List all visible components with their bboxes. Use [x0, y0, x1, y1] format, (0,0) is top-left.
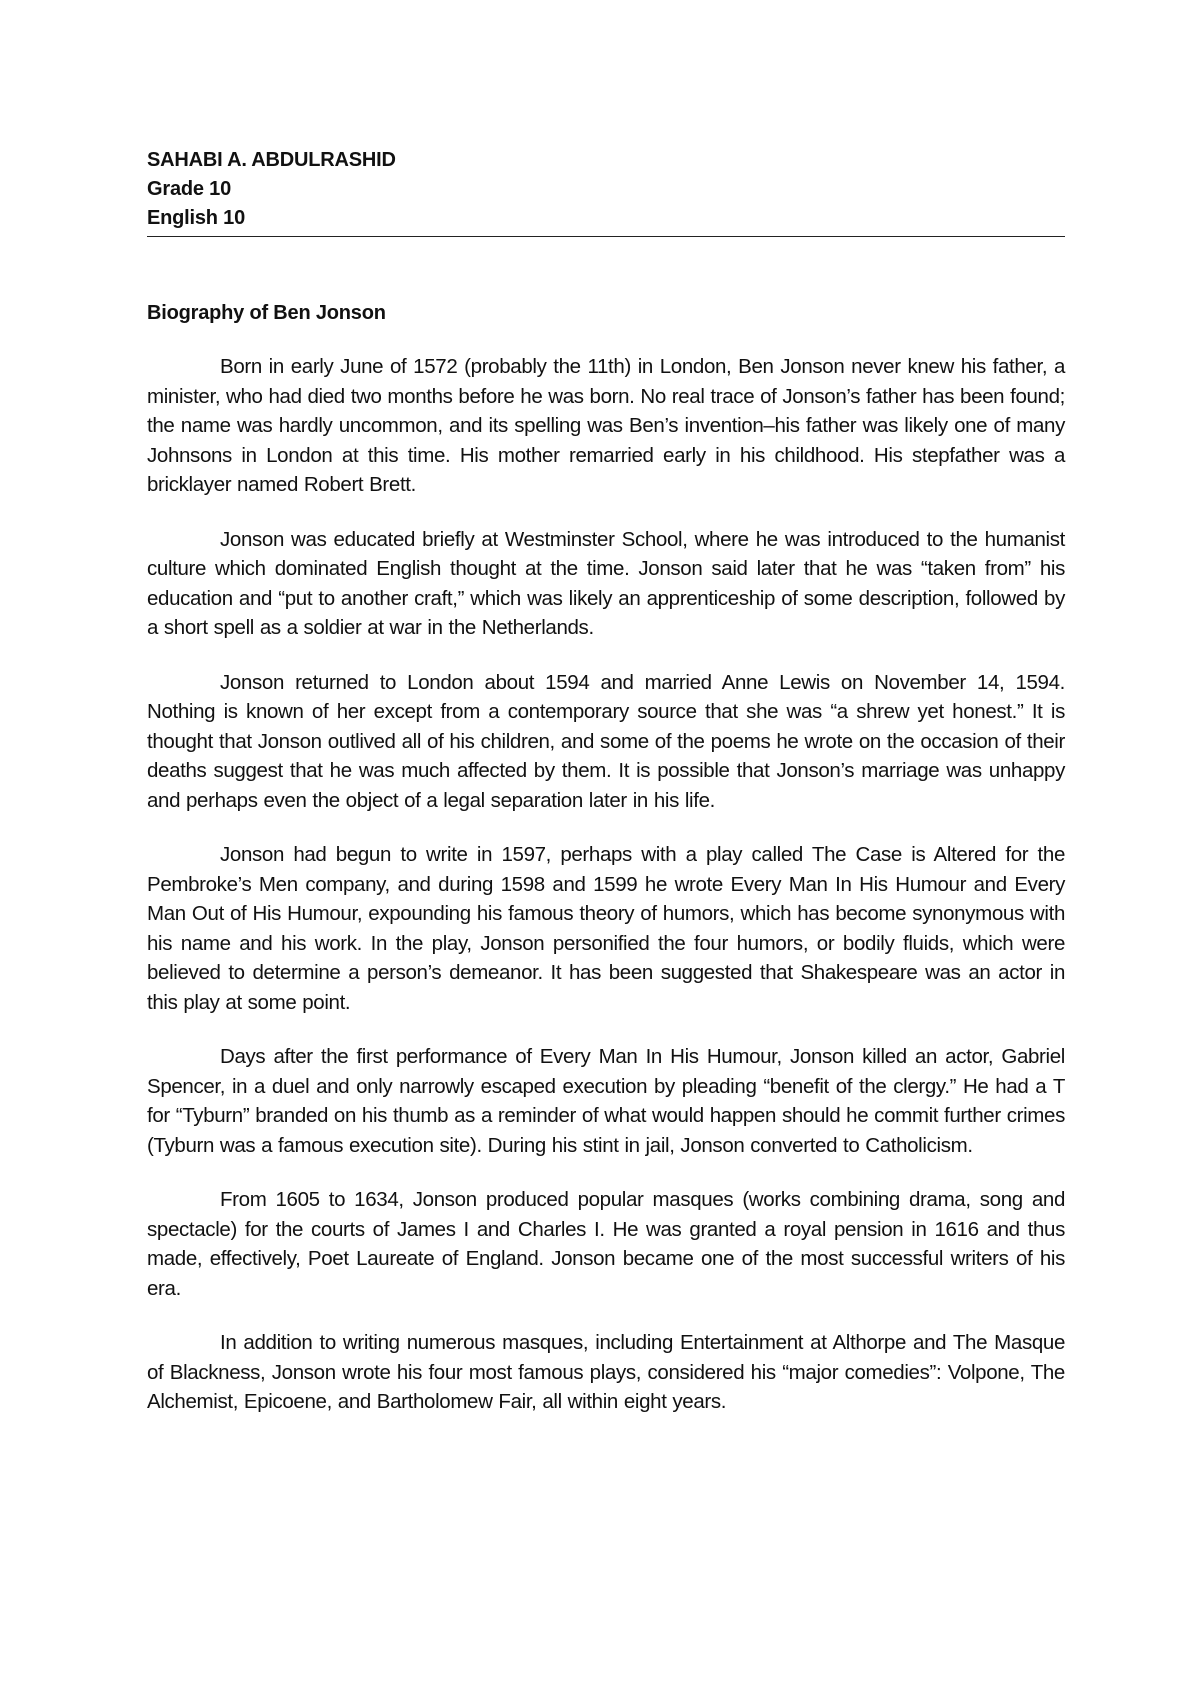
grade-level: Grade 10 — [147, 178, 232, 200]
paragraph-6: From 1605 to 1634, Jonson produced popular masques (works combining drama, song and spectacle) for the courts of James I and Charles I. He was granted a royal pension in 1616 and thus made, effectively, Poet Laureate of England. Jonson became one of the most successful writers of his era. — [147, 1188, 1065, 1300]
header-divider — [147, 236, 1065, 237]
document-header — [147, 146, 1065, 233]
paragraph-7: In addition to writing numerous masques, including Entertainment at Althorpe and The Masque of Blackness, Jonson wrote his four most famous plays, considered his “major comedies”: Volpone, The Alchemist, Epicoene, and Bartholomew Fair, all within eight years. — [147, 1331, 1065, 1413]
paragraph-3: Jonson returned to London about 1594 and married Anne Lewis on November 14, 1594. Nothing is known of her except from a contemporary source that she was “a shrew yet honest.” It is thought that Jonson outlived all of his children, and some of the poems he wrote on the occasion of their deaths suggest that he was much affected by them. It is possible that Jonson’s marriage was unhappy and perhaps even the object of a legal separation later in his life. — [147, 670, 1065, 812]
paragraph-2: Jonson was educated briefly at Westminster School, where he was introduced to the humanist culture which dominated English thought at the time. Jonson said later that he was “taken from” his education and “put to another craft,” which was likely an apprenticeship of some description, followed by a short spell as a soldier at war in the Netherlands. — [147, 527, 1065, 639]
student-name: SAHABI A. ABDULRASHID — [147, 149, 396, 171]
paragraph-4: Jonson had begun to write in 1597, perhaps with a play called The Case is Altered for the Pembroke’s Men company, and during 1598 and 1599 he wrote Every Man In His Humour and Every Man Out of His Humour, expounding his famous theory of humors, which has become synonymous with his name and his work. In the play, Jonson personified the four humors, or bodily fluids, which were believed to determine a person’s demeanor. It has been suggested that Shakespeare was an actor in this play at some point. — [147, 843, 1065, 1014]
paragraph-1: Born in early June of 1572 (probably the 11th) in London, Ben Jonson never knew his father, a minister, who had died two months before he was born. No real trace of Jonson’s father has been found; the name was hardly uncommon, and its spelling was Ben’s invention–his father was likely one of many Johnsons in London at this time. His mother remarried early in his childhood. His stepfather was a bricklayer named Robert Brett. — [147, 355, 1065, 496]
document-content — [147, 146, 1065, 1437]
document-title: Biography of Ben Jonson — [147, 302, 386, 324]
paragraph-5: Days after the first performance of Every Man In His Humour, Jonson killed an actor, Gabriel Spencer, in a duel and only narrowly escaped execution by pleading “benefit of the clergy.” He had a T for “Tyburn” branded on his thumb as a reminder of what would happen should he commit further crimes (Tyburn was a famous execution site). During his stint in jail, Jonson converted to Catholicism. — [147, 1045, 1065, 1157]
subject-name: English 10 — [147, 207, 246, 229]
